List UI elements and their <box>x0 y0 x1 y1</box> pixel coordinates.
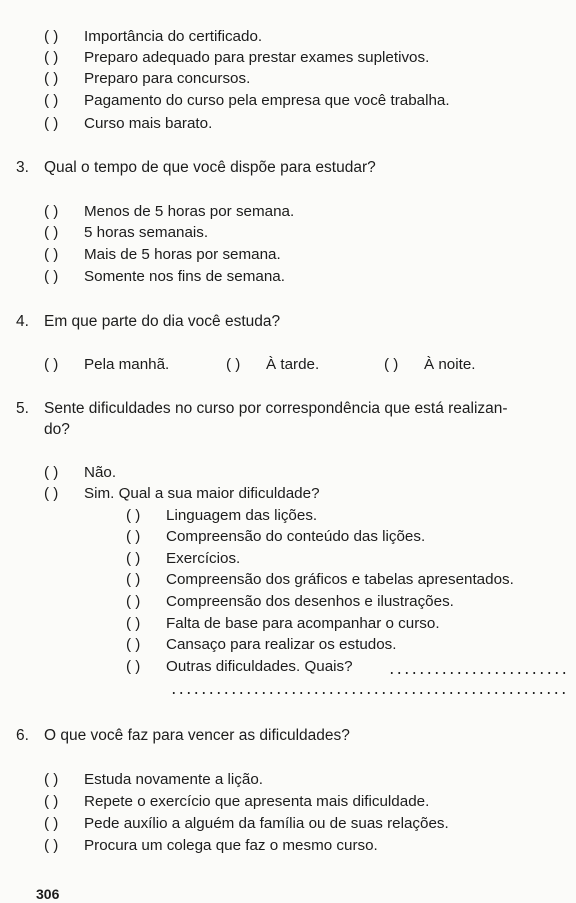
checkbox[interactable]: ( ) <box>44 268 59 285</box>
checkbox[interactable]: ( ) <box>44 28 59 45</box>
option-item[interactable] <box>44 814 449 834</box>
sub-option-item[interactable] <box>126 657 353 677</box>
checkbox[interactable]: ( ) <box>126 615 141 632</box>
checkbox[interactable]: ( ) <box>384 356 399 373</box>
option-label: À tarde. <box>266 356 320 373</box>
option-label: Compreensão dos gráficos e tabelas apresentados. <box>166 571 514 588</box>
option-item[interactable] <box>44 484 320 504</box>
checkbox[interactable]: ( ) <box>44 115 59 132</box>
option-label: Repete o exercício que apresenta mais dificuldade. <box>84 793 430 810</box>
option-item[interactable] <box>44 770 263 790</box>
option-item[interactable] <box>44 114 212 134</box>
option-item[interactable] <box>44 27 262 47</box>
question-number: 4. <box>16 313 29 330</box>
option-item[interactable] <box>44 202 294 222</box>
option-label: Importância do certificado. <box>84 28 263 45</box>
option-label: 5 horas semanais. <box>84 224 209 241</box>
option-item[interactable] <box>44 48 429 68</box>
option-label: Exercícios. <box>166 550 241 567</box>
option-label: Procura um colega que faz o mesmo curso. <box>84 837 378 854</box>
checkbox[interactable]: ( ) <box>44 92 59 109</box>
option-label: Sim. Qual a sua maior dificuldade? <box>84 485 320 502</box>
option-label: Curso mais barato. <box>84 115 213 132</box>
checkbox[interactable]: ( ) <box>44 246 59 263</box>
option-label: Compreensão do conteúdo das lições. <box>166 528 426 545</box>
checkbox[interactable]: ( ) <box>44 49 59 66</box>
checkbox[interactable]: ( ) <box>126 550 141 567</box>
option-label: Preparo para concursos. <box>84 70 251 87</box>
checkbox[interactable]: ( ) <box>44 771 59 788</box>
option-item[interactable] <box>44 69 250 89</box>
question-text: O que você faz para vencer as dificuldades? <box>44 727 350 744</box>
page-number: 306 <box>36 886 60 902</box>
option-item[interactable] <box>44 355 169 375</box>
sub-option-item[interactable] <box>126 527 425 547</box>
question-number: 5. <box>16 400 29 417</box>
option-item[interactable] <box>44 792 429 812</box>
option-label: Falta de base para acompanhar o curso. <box>166 615 440 632</box>
sub-option-item[interactable] <box>126 635 396 655</box>
checkbox[interactable]: ( ) <box>44 203 59 220</box>
checkbox[interactable]: ( ) <box>44 815 59 832</box>
sub-option-item[interactable] <box>126 570 514 590</box>
checkbox[interactable]: ( ) <box>126 636 141 653</box>
checkbox[interactable]: ( ) <box>126 528 141 545</box>
option-item[interactable] <box>44 836 378 856</box>
option-label: Somente nos fins de semana. <box>84 268 285 285</box>
checkbox[interactable]: ( ) <box>44 224 59 241</box>
sub-option-item[interactable] <box>126 506 317 526</box>
option-label: Cansaço para realizar os estudos. <box>166 636 397 653</box>
checkbox[interactable]: ( ) <box>126 571 141 588</box>
question-text: Em que parte do dia você estuda? <box>44 313 281 330</box>
checkbox[interactable]: ( ) <box>44 70 59 87</box>
checkbox[interactable]: ( ) <box>44 485 59 502</box>
checkbox[interactable]: ( ) <box>126 507 141 524</box>
checkbox[interactable]: ( ) <box>44 464 59 481</box>
option-item[interactable] <box>384 355 476 375</box>
question-number: 6. <box>16 727 29 744</box>
answer-dotted-line[interactable] <box>388 672 566 674</box>
checkbox[interactable]: ( ) <box>126 593 141 610</box>
question-text-continuation: do? <box>44 421 70 438</box>
option-label: Linguagem das lições. <box>166 507 318 524</box>
checkbox[interactable]: ( ) <box>44 793 59 810</box>
option-item[interactable] <box>226 355 319 375</box>
question-5-heading <box>16 399 508 419</box>
option-label: Mais de 5 horas por semana. <box>84 246 281 263</box>
option-label: Pela manhã. <box>84 356 170 373</box>
option-label: Preparo adequado para prestar exames supletivos. <box>84 49 430 66</box>
sub-option-item[interactable] <box>126 592 454 612</box>
checkbox[interactable]: ( ) <box>226 356 241 373</box>
option-label: Pede auxílio a alguém da família ou de suas relações. <box>84 815 449 832</box>
question-number: 3. <box>16 159 29 176</box>
checkbox[interactable]: ( ) <box>44 837 59 854</box>
option-label: Outras dificuldades. Quais? <box>166 658 353 675</box>
option-label: Estuda novamente a lição. <box>84 771 263 788</box>
option-label: Compreensão dos desenhos e ilustrações. <box>166 593 454 610</box>
option-item[interactable] <box>44 91 450 111</box>
option-label: Pagamento do curso pela empresa que você trabalha. <box>84 92 450 109</box>
answer-dotted-line[interactable] <box>170 692 566 694</box>
option-label: Menos de 5 horas por semana. <box>84 203 295 220</box>
option-item[interactable] <box>44 463 116 483</box>
option-item[interactable] <box>44 267 285 287</box>
option-item[interactable] <box>44 245 281 265</box>
question-3-heading <box>16 158 376 178</box>
sub-option-item[interactable] <box>126 614 440 634</box>
question-text: Sente dificuldades no curso por correspondência que está realizan- <box>44 400 508 417</box>
question-4-heading <box>16 312 280 332</box>
option-label: À noite. <box>424 356 476 373</box>
question-text: Qual o tempo de que você dispõe para estudar? <box>44 159 376 176</box>
checkbox[interactable]: ( ) <box>126 658 141 675</box>
checkbox[interactable]: ( ) <box>44 356 59 373</box>
option-label: Não. <box>84 464 117 481</box>
option-item[interactable] <box>44 223 208 243</box>
sub-option-item[interactable] <box>126 549 240 569</box>
question-6-heading <box>16 726 350 746</box>
